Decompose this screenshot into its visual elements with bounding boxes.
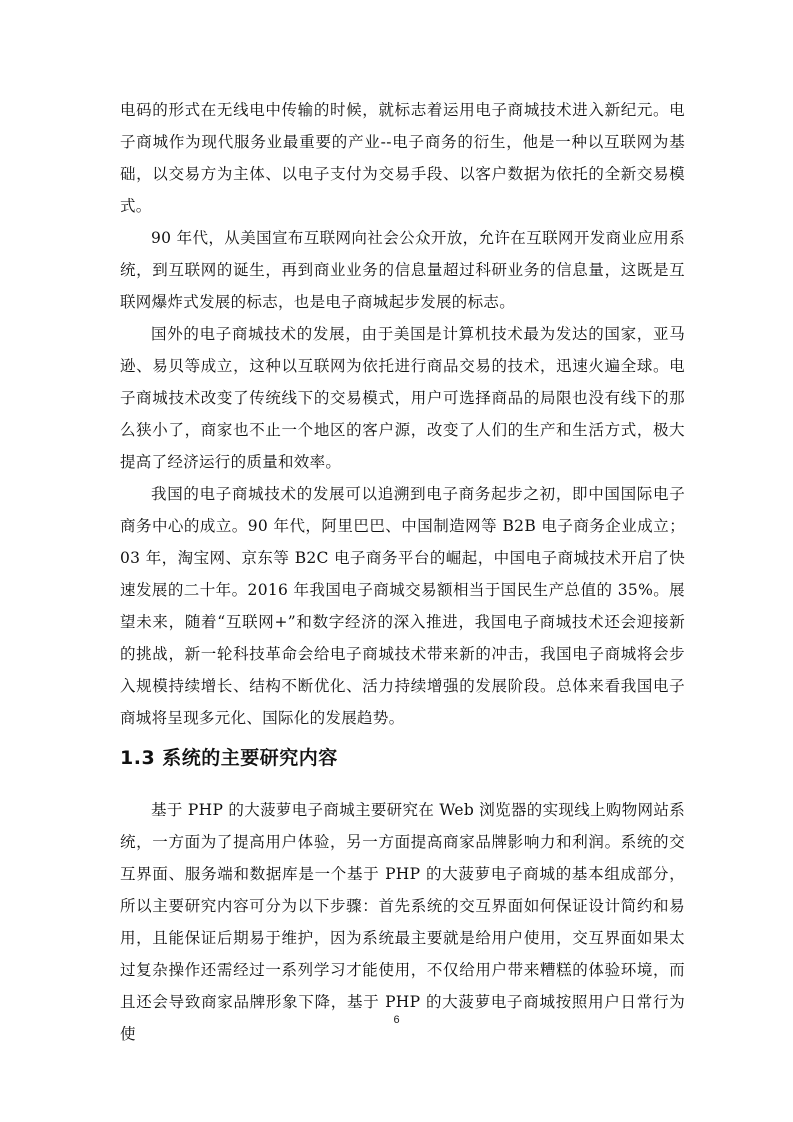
section-heading: 1.3 系统的主要研究内容: [120, 747, 338, 769]
paragraph-research-content: 基于 PHP 的大菠萝电子商城主要研究在 Web 浏览器的实现线上购物网站系统，一方面为了提高用户体验，另一方面提高商家品牌影响力和利润。系统的交互界面、服务端和数据库是一个基于 PHP 的大菠萝电子商城的基本组成部分，所以主要研究内容可分为以下步骤：首先系统的交互界面如何保证设计简约和易用，且能保证后期易于维护，因为系统最主要就是给用户使用，交互界面如果太过复杂操作还需经过一系列学习才能使用，不仅给用户带来糟糕的体验环境，而且还会导致商家品牌形象下降，基于 PHP 的大菠萝电子商城按照用户日常行为使: [120, 801, 685, 1043]
page-number: 6: [393, 1014, 400, 1026]
paragraph-90s-internet: 90 年代，从美国宣布互联网向社会公众开放，允许在互联网开发商业应用系统，到互联网的诞生，再到商业业务的信息量超过科研业务的信息量，这既是互联网爆炸式发展的标志，也是电子商城起步发展的标志。: [120, 229, 685, 311]
paragraph-domestic-development: 我国的电子商城技术的发展可以追溯到电子商务起步之初，即中国国际电子商务中心的成立。90 年代，阿里巴巴、中国制造网等 B2B 电子商务企业成立；03 年，淘宝网、京东等 B2C 电子商务平台的崛起，中国电子商城技术开启了快速发展的二十年。2016 年我国电子商城交易额相当于国民生产总值的 35%。展望未来，随着“互联网+”和数字经济的深入推进，我国电子商城技术还会迎接新的挑战，新一轮科技革命会给电子商城技术带来新的冲击，我国电子商城将会步入规模持续增长、结构不断优化、活力持续增强的发展阶段。总体来看我国电子商城将呈现多元化、国际化的发展趋势。: [120, 485, 685, 727]
paragraph-foreign-development: 国外的电子商城技术的发展，由于美国是计算机技术最为发达的国家，亚马逊、易贝等成立，这种以互联网为依托进行商品交易的技术，迅速火遍全球。电子商城技术改变了传统线下的交易模式，用户可选择商品的局限也没有线下的那么狭小了，商家也不止一个地区的客户源，改变了人们的生产和生活方式，极大提高了经济运行的质量和效率。: [120, 325, 685, 471]
paragraph-e-mall-origin: 电码的形式在无线电中传输的时候，就标志着运用电子商城技术进入新纪元。电子商城作为现代服务业最重要的产业--电子商务的衍生，他是一种以互联网为基础，以交易方为主体、以电子支付为交易手段、以客户数据为依托的全新交易模式。: [120, 101, 685, 215]
